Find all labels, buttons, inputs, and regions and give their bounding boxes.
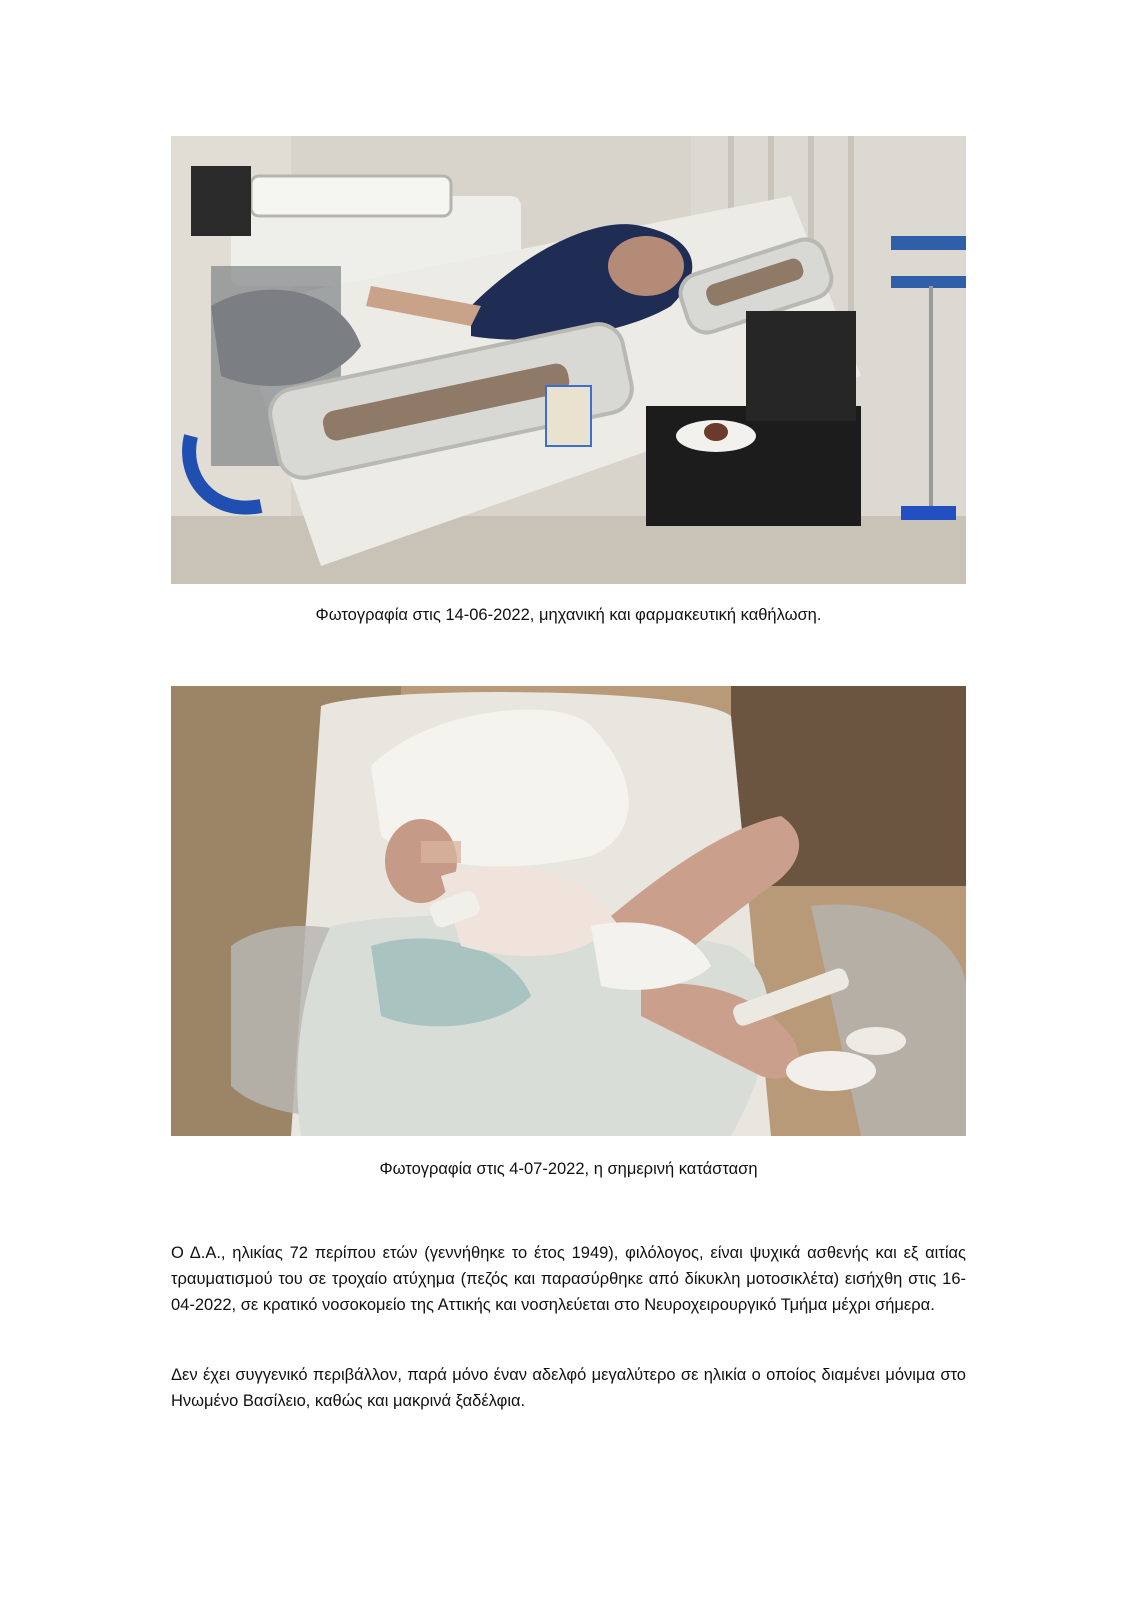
photo-caption-2: Φωτογραφία στις 4-07-2022, η σημερινή κατάσταση	[379, 1160, 758, 1178]
photo-patient-bed	[171, 686, 966, 1136]
body-paragraph-2: Δεν έχει συγγενικό περιβάλλον, παρά μόνο έναν αδελφό μεγαλύτερο σε ηλικία ο οποίος διαμένει μόνιμα στο Ηνωμένο Βασίλειο, καθώς και μακρινά ξαδέλφια.	[171, 1366, 966, 1410]
photo-hospital-ward-image	[171, 136, 966, 584]
photo-patient-bed-image	[171, 686, 966, 1136]
photo-caption-1: Φωτογραφία στις 14-06-2022, μηχανική και φαρμακευτική καθήλωση.	[315, 606, 822, 624]
body-paragraph-1: Ο Δ.Α., ηλικίας 72 περίπου ετών (γεννήθηκε το έτος 1949), φιλόλογος, είναι ψυχικά ασθενής και εξ αιτίας τραυματισμού του σε τροχαίο ατύχημα (πεζός και παρασύρθηκε από δίκυκλη μοτοσικλέτα) εισήχθη στις 16-04-2022, σε κρατικό νοσοκομείο της Αττικής και νοσηλεύεται στο Νευροχειρουργικό Τμήμα μέχρι σήμερα.	[171, 1244, 966, 1314]
photo-hospital-ward	[171, 136, 966, 584]
